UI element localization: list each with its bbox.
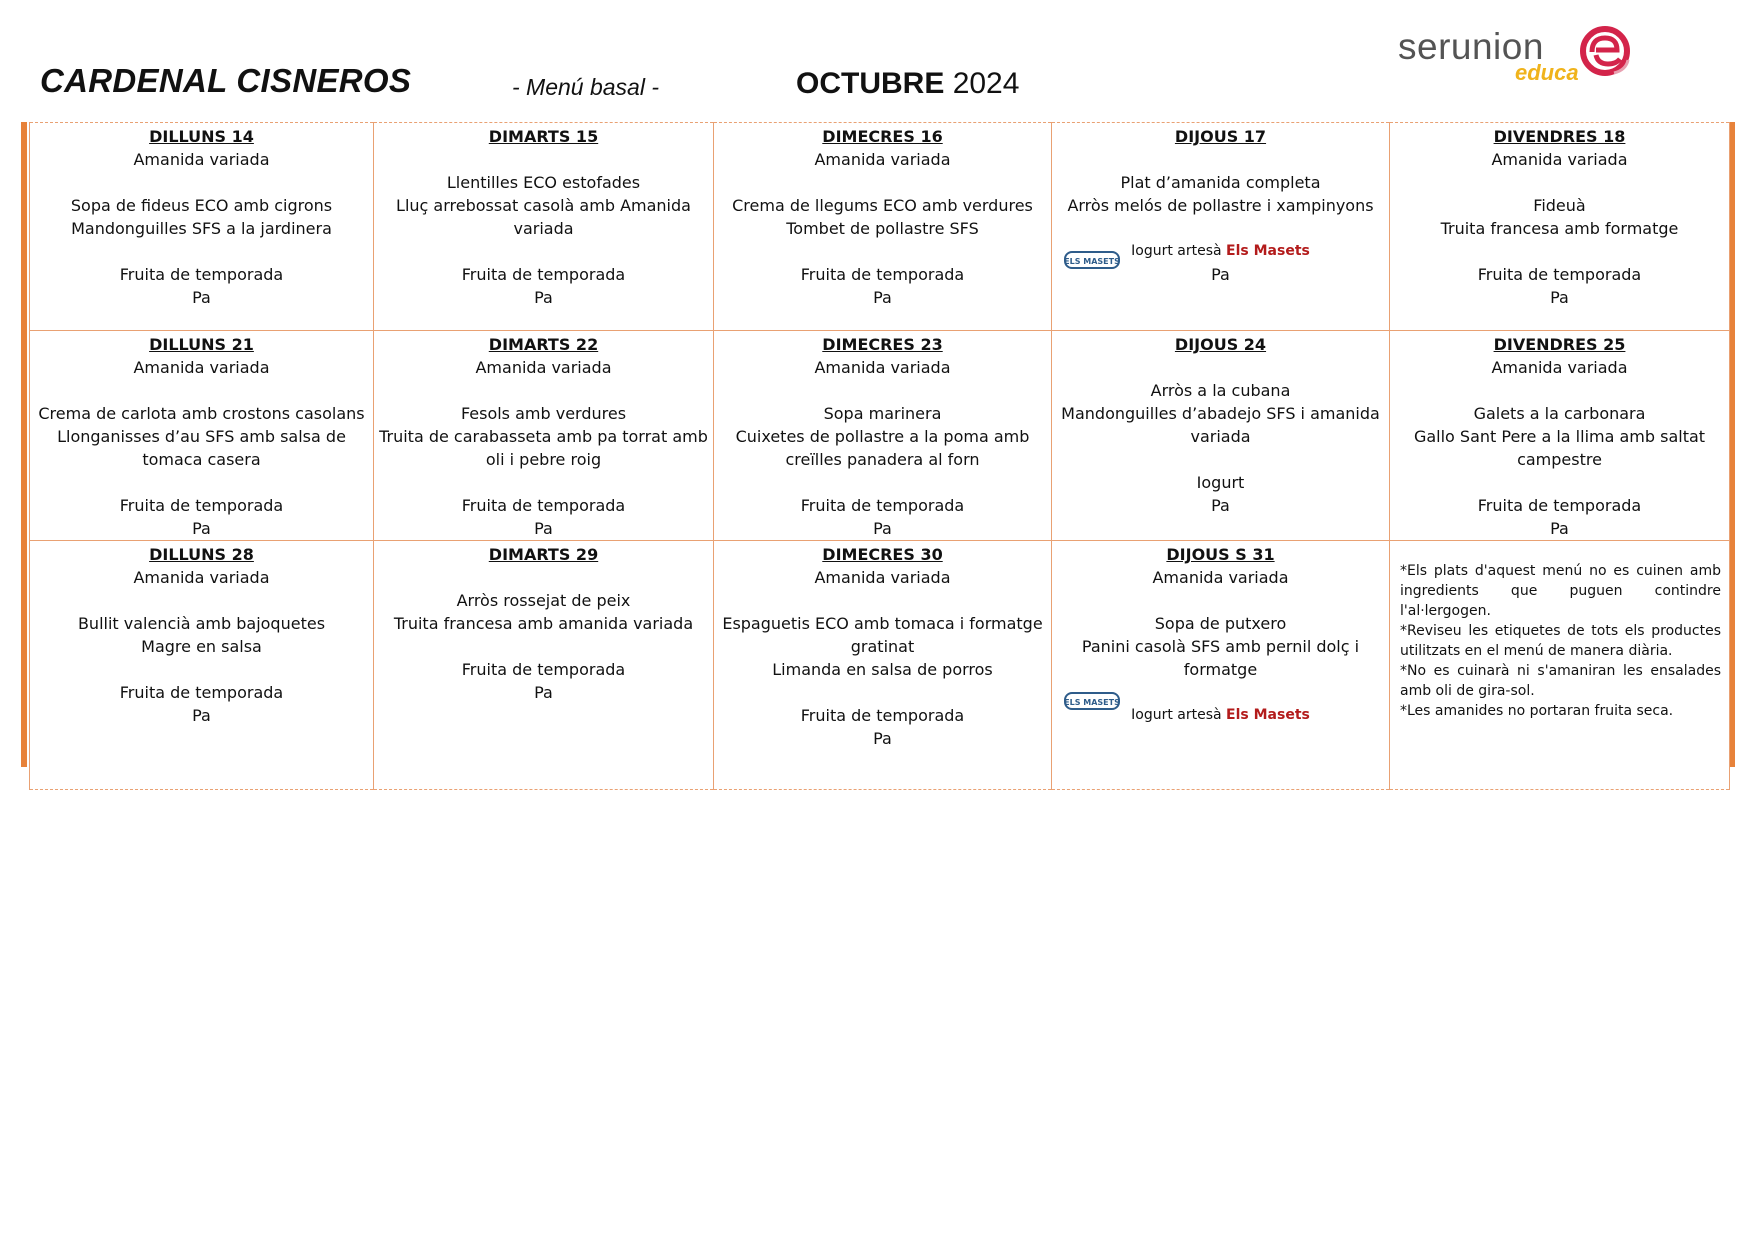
day-heading: DILLUNS 14 — [149, 127, 254, 146]
menu-item: Tombet de pollastre SFS — [786, 219, 979, 238]
spacer — [718, 681, 1047, 704]
day-heading: DIMECRES 23 — [822, 335, 943, 354]
menu-item: Amanida variada — [1491, 150, 1628, 169]
menu-item: Panini casolà SFS amb pernil dolç i formatge — [1081, 637, 1360, 679]
serunion-logo — [1398, 26, 1633, 88]
menu-item: Pa — [873, 729, 892, 748]
menu-item: Amanida variada — [1491, 358, 1628, 377]
menu-item: Amanida variada — [814, 358, 951, 377]
day-cell — [714, 123, 1052, 331]
menu-item: Mandonguilles SFS a la jardinera — [71, 219, 332, 238]
month-year: 2024 — [952, 67, 1020, 100]
menu-item: Amanida variada — [133, 568, 270, 587]
logo-mark-icon — [1578, 24, 1632, 82]
logo-sub: educa — [1515, 60, 1579, 85]
spacer — [1056, 217, 1385, 240]
day-cell — [1390, 123, 1730, 331]
allergen-notes — [1390, 541, 1730, 790]
spacer — [34, 171, 369, 194]
menu-item: Iogurt — [1196, 473, 1245, 492]
menu-item: Galets a la carbonara — [1473, 404, 1646, 423]
day-cell — [30, 331, 374, 541]
note-line: *No es cuinarà ni s'amaniran les ensalades amb oli de gira-sol. — [1400, 663, 1721, 699]
right-accent-bar — [1730, 122, 1735, 767]
note-line: *Els plats d'aquest menú no es cuinen amb ingredients que puguen contindre l'al·lergogen. — [1400, 563, 1721, 619]
menu-item: Truita francesa amb amanida variada — [393, 614, 694, 633]
spacer — [1394, 379, 1725, 402]
note-line: *Les amanides no portaran fruita seca. — [1400, 703, 1674, 719]
menu-item: Arròs melós de pollastre i xampinyons — [1067, 196, 1374, 215]
iogurt-brand: Els Masets — [1226, 707, 1310, 723]
logo-word: serunion — [1398, 26, 1544, 67]
week-row — [30, 331, 1730, 541]
day-cell — [374, 123, 714, 331]
day-heading: DIMARTS 29 — [488, 545, 599, 564]
menu-item: Pa — [192, 706, 211, 725]
menu-item: Pa — [1211, 496, 1230, 515]
menu-month — [796, 67, 1019, 101]
spacer — [1056, 356, 1385, 379]
menu-item: Pa — [192, 519, 211, 538]
iogurt-brand: Els Masets — [1226, 243, 1310, 259]
spacer — [718, 171, 1047, 194]
menu-item: Crema de carlota amb crostons casolans — [38, 404, 365, 423]
menu-item: Limanda en salsa de porros — [772, 660, 993, 679]
menu-item: Fruita de temporada — [119, 265, 284, 284]
menu-item: Llonganisses d’au SFS amb salsa de tomaca casera — [57, 427, 346, 469]
day-heading: DIVENDRES 25 — [1493, 335, 1626, 354]
spacer — [718, 471, 1047, 494]
menu-item: Mandonguilles d’abadejo SFS i amanida variada — [1061, 404, 1380, 446]
day-cell — [30, 123, 374, 331]
iogurt-label: Iogurt artesà — [1131, 243, 1227, 259]
day-heading: DIJOUS 24 — [1174, 335, 1267, 354]
menu-item: Arròs a la cubana — [1150, 381, 1291, 400]
menu-item: Fruita de temporada — [1477, 496, 1642, 515]
menu-item: Fruita de temporada — [119, 683, 284, 702]
day-heading: DIMECRES 30 — [822, 545, 943, 564]
menu-item: Fruita de temporada — [800, 496, 965, 515]
menu-item: Bullit valencià amb bajoquetes — [77, 614, 326, 633]
menu-item: Fruita de temporada — [800, 706, 965, 725]
menu-item: Cuixetes de pollastre a la poma amb creïlles panadera al forn — [735, 427, 1030, 469]
iogurt-label: Iogurt artesà — [1131, 707, 1227, 723]
spacer — [718, 589, 1047, 612]
menu-item: Amanida variada — [814, 150, 951, 169]
spacer — [718, 379, 1047, 402]
menu-item: Fesols amb verdures — [460, 404, 627, 423]
menu-item: Pa — [1550, 519, 1569, 538]
menu-item: Espaguetis ECO amb tomaca i formatge gratinat — [722, 614, 1043, 656]
day-heading: DILLUNS 21 — [149, 335, 254, 354]
day-cell — [714, 541, 1052, 790]
spacer — [34, 471, 369, 494]
month-name: OCTUBRE — [796, 67, 945, 100]
menu-item: Pa — [192, 288, 211, 307]
menu-item: Fruita de temporada — [461, 265, 626, 284]
note-line: *Reviseu les etiquetes de tots els productes utilitzats en el menú de manera diària. — [1400, 623, 1721, 659]
menu-item: Sopa marinera — [823, 404, 942, 423]
menu-item: Amanida variada — [133, 150, 270, 169]
els-masets-badge-icon — [1064, 250, 1120, 270]
menu-item: Fruita de temporada — [461, 496, 626, 515]
spacer — [1056, 448, 1385, 471]
day-heading: DIMARTS 15 — [488, 127, 599, 146]
menu-item: Truita francesa amb formatge — [1440, 219, 1679, 238]
menu-item: Sopa de fideus ECO amb cigrons — [70, 196, 333, 215]
menu-item: Magre en salsa — [141, 637, 262, 656]
spacer — [34, 379, 369, 402]
day-cell — [1052, 331, 1390, 541]
menu-item: Amanida variada — [475, 358, 612, 377]
spacer — [378, 148, 709, 171]
menu-item: Truita de carabasseta amb pa torrat amb oli i pebre roig — [379, 427, 708, 469]
week-row — [30, 541, 1730, 790]
svg-text:ELS MASETS: ELS MASETS — [1064, 698, 1120, 707]
menu-item: Sopa de putxero — [1154, 614, 1287, 633]
menu-item: Fruita de temporada — [461, 660, 626, 679]
spacer — [34, 589, 369, 612]
spacer — [378, 471, 709, 494]
menu-item: Arròs rossejat de peix — [456, 591, 631, 610]
menu-item: Pa — [534, 519, 553, 538]
menu-item: Plat d’amanida completa — [1120, 173, 1321, 192]
menu-item: Llentilles ECO estofades — [446, 173, 641, 192]
spacer — [378, 240, 709, 263]
spacer — [1394, 240, 1725, 263]
spacer — [378, 635, 709, 658]
spacer — [1056, 148, 1385, 171]
spacer — [1056, 589, 1385, 612]
menu-item: Crema de llegums ECO amb verdures — [732, 196, 1033, 215]
day-cell — [1052, 541, 1390, 790]
spacer — [1394, 171, 1725, 194]
menu-item: Pa — [534, 288, 553, 307]
spacer — [378, 566, 709, 589]
menu-item: Amanida variada — [133, 358, 270, 377]
spacer — [1394, 471, 1725, 494]
menu-item: Pa — [873, 288, 892, 307]
els-masets-badge-icon — [1064, 691, 1120, 711]
menu-subtitle: - Menú basal - — [512, 74, 660, 100]
menu-item: Pa — [873, 519, 892, 538]
day-heading: DILLUNS 28 — [149, 545, 254, 564]
left-accent-bar — [21, 122, 27, 767]
menu-table — [29, 122, 1730, 790]
day-heading: DIVENDRES 18 — [1493, 127, 1626, 146]
menu-item: Fruita de temporada — [800, 265, 965, 284]
svg-text:ELS MASETS: ELS MASETS — [1064, 257, 1120, 266]
day-heading: DIJOUS 17 — [1174, 127, 1267, 146]
day-cell — [714, 331, 1052, 541]
menu-item: Pa — [1211, 265, 1230, 284]
day-cell — [374, 331, 714, 541]
menu-item: Pa — [1550, 288, 1569, 307]
day-cell — [30, 541, 374, 790]
day-cell — [374, 541, 714, 790]
spacer — [34, 240, 369, 263]
menu-item: Gallo Sant Pere a la llima amb saltat campestre — [1413, 427, 1706, 469]
school-name: CARDENAL CISNEROS — [40, 62, 412, 99]
menu-item: Pa — [534, 683, 553, 702]
day-heading: DIMECRES 16 — [822, 127, 943, 146]
menu-item: Fruita de temporada — [1477, 265, 1642, 284]
menu-item: Fruita de temporada — [119, 496, 284, 515]
spacer — [378, 379, 709, 402]
menu-item: Fideuà — [1533, 196, 1586, 215]
menu-item: Amanida variada — [814, 568, 951, 587]
day-cell — [1052, 123, 1390, 331]
day-heading: DIJOUS S 31 — [1166, 545, 1275, 564]
spacer — [718, 240, 1047, 263]
day-cell — [1390, 331, 1730, 541]
week-row — [30, 123, 1730, 331]
day-heading: DIMARTS 22 — [488, 335, 599, 354]
menu-item: Lluç arrebossat casolà amb Amanida variada — [396, 196, 691, 238]
menu-item: Amanida variada — [1152, 568, 1289, 587]
spacer — [34, 658, 369, 681]
